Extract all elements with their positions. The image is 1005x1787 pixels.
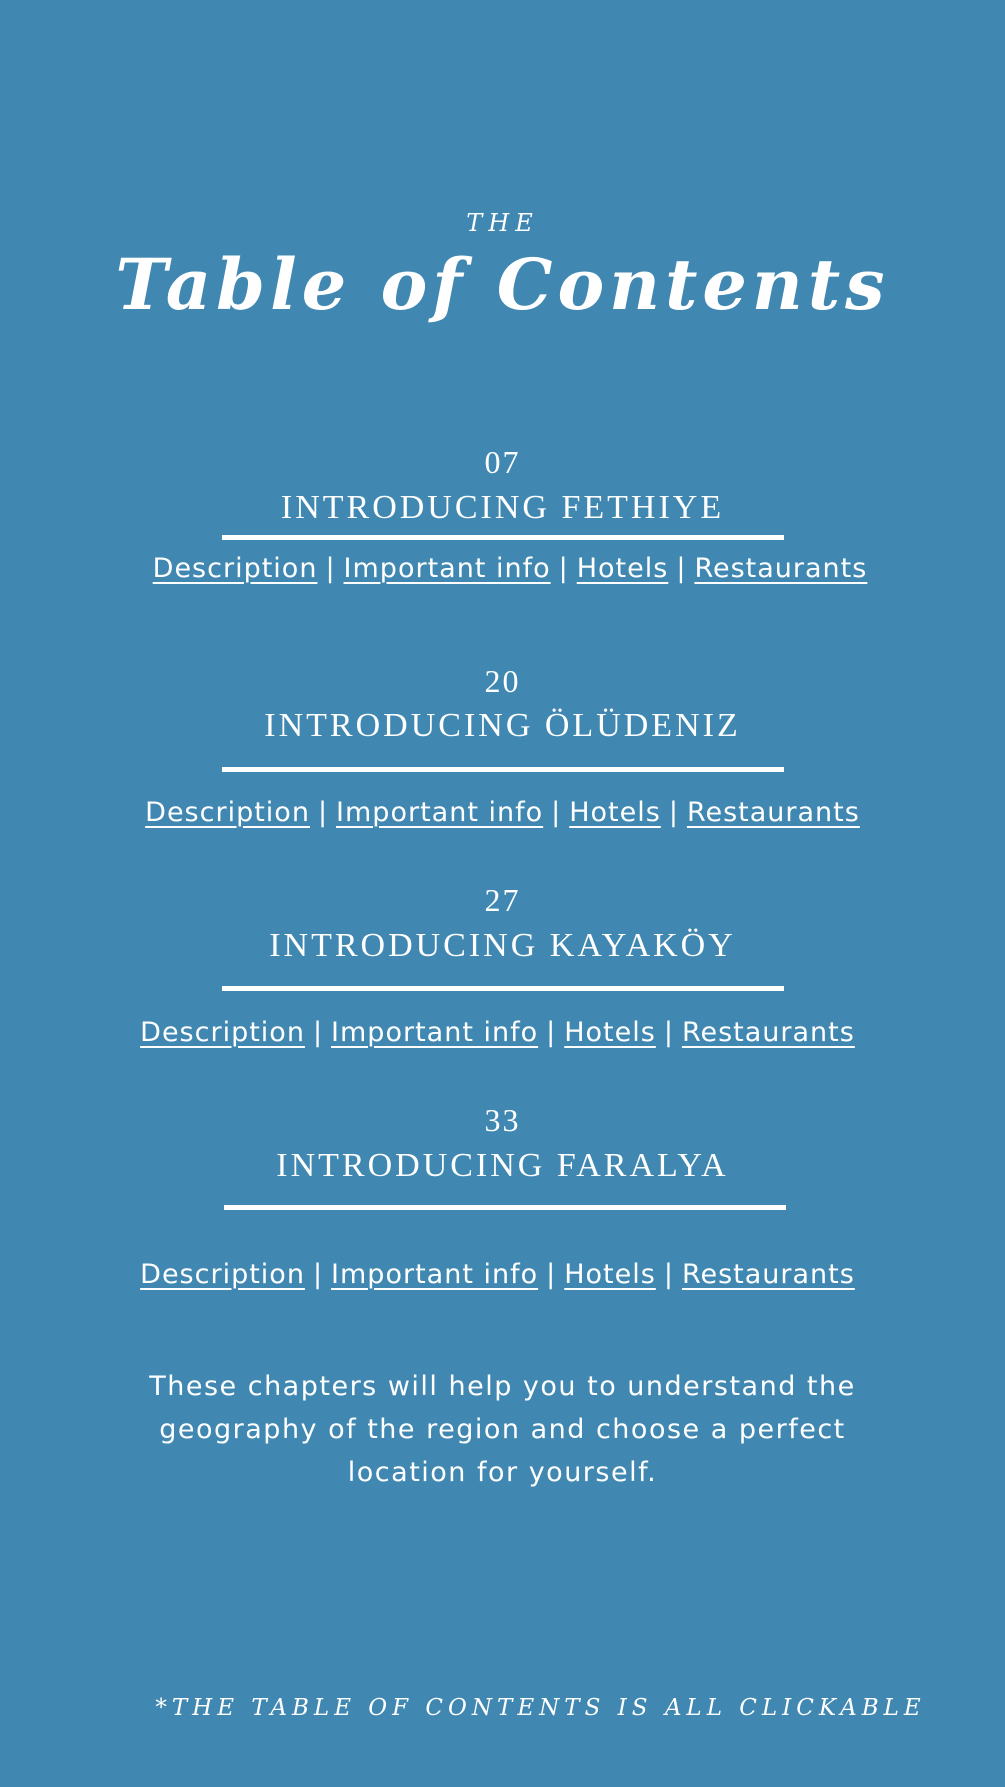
section-page-number: 27 — [484, 882, 521, 918]
section-divider — [222, 535, 784, 540]
link-hotels[interactable]: Hotels — [564, 1017, 656, 1048]
section-links — [0, 1257, 1005, 1293]
link-separator: | — [312, 1259, 324, 1290]
section-page-number: 20 — [484, 663, 521, 699]
header-kicker: THE — [466, 209, 539, 237]
link-hotels[interactable]: Hotels — [569, 797, 661, 828]
link-separator: | — [312, 1017, 324, 1048]
clickable-footnote: *THE TABLE OF CONTENTS IS ALL CLICKABLE — [155, 1695, 926, 1721]
link-description[interactable]: Description — [140, 1017, 305, 1048]
link-separator: | — [663, 1017, 674, 1048]
section-title: INTRODUCING FETHIYE — [280, 489, 725, 526]
link-restaurants[interactable]: Restaurants — [694, 553, 868, 584]
section-links — [0, 795, 1005, 831]
link-separator: | — [551, 797, 562, 828]
link-separator: | — [546, 1017, 557, 1048]
link-description[interactable]: Description — [152, 553, 318, 584]
link-restaurants[interactable]: Restaurants — [681, 1259, 855, 1290]
section-title: INTRODUCING KAYAKÖY — [269, 927, 736, 964]
link-important-info[interactable]: Important info — [343, 553, 551, 584]
section-page-number: 07 — [484, 444, 521, 480]
link-separator: | — [325, 553, 336, 584]
link-description[interactable]: Description — [140, 1259, 305, 1290]
section-divider — [222, 767, 784, 772]
section-links — [15, 551, 1005, 587]
section-divider — [222, 986, 784, 991]
link-restaurants[interactable]: Restaurants — [686, 797, 860, 828]
link-separator: | — [558, 553, 569, 584]
link-important-info[interactable]: Important info — [331, 1017, 539, 1048]
link-hotels[interactable]: Hotels — [564, 1259, 656, 1290]
link-important-info[interactable]: Important info — [336, 797, 544, 828]
link-separator: | — [676, 553, 687, 584]
section-page-number: 33 — [484, 1102, 521, 1138]
chapters-description: These chapters will help you to understand the geography of the region and choose a perfect location for yourself. — [149, 1371, 856, 1488]
section-title: INTRODUCING FARALYA — [276, 1147, 729, 1184]
link-description[interactable]: Description — [145, 797, 310, 828]
section-links — [0, 1015, 1005, 1051]
page-title: Table of Contents — [115, 243, 890, 326]
link-hotels[interactable]: Hotels — [576, 553, 669, 584]
section-title: INTRODUCING ÖLÜDENIZ — [264, 707, 741, 744]
link-important-info[interactable]: Important info — [331, 1259, 539, 1290]
link-separator: | — [546, 1259, 557, 1290]
link-restaurants[interactable]: Restaurants — [681, 1017, 855, 1048]
link-separator: | — [663, 1259, 674, 1290]
section-divider — [224, 1205, 786, 1210]
link-separator: | — [317, 797, 329, 828]
link-separator: | — [668, 797, 679, 828]
